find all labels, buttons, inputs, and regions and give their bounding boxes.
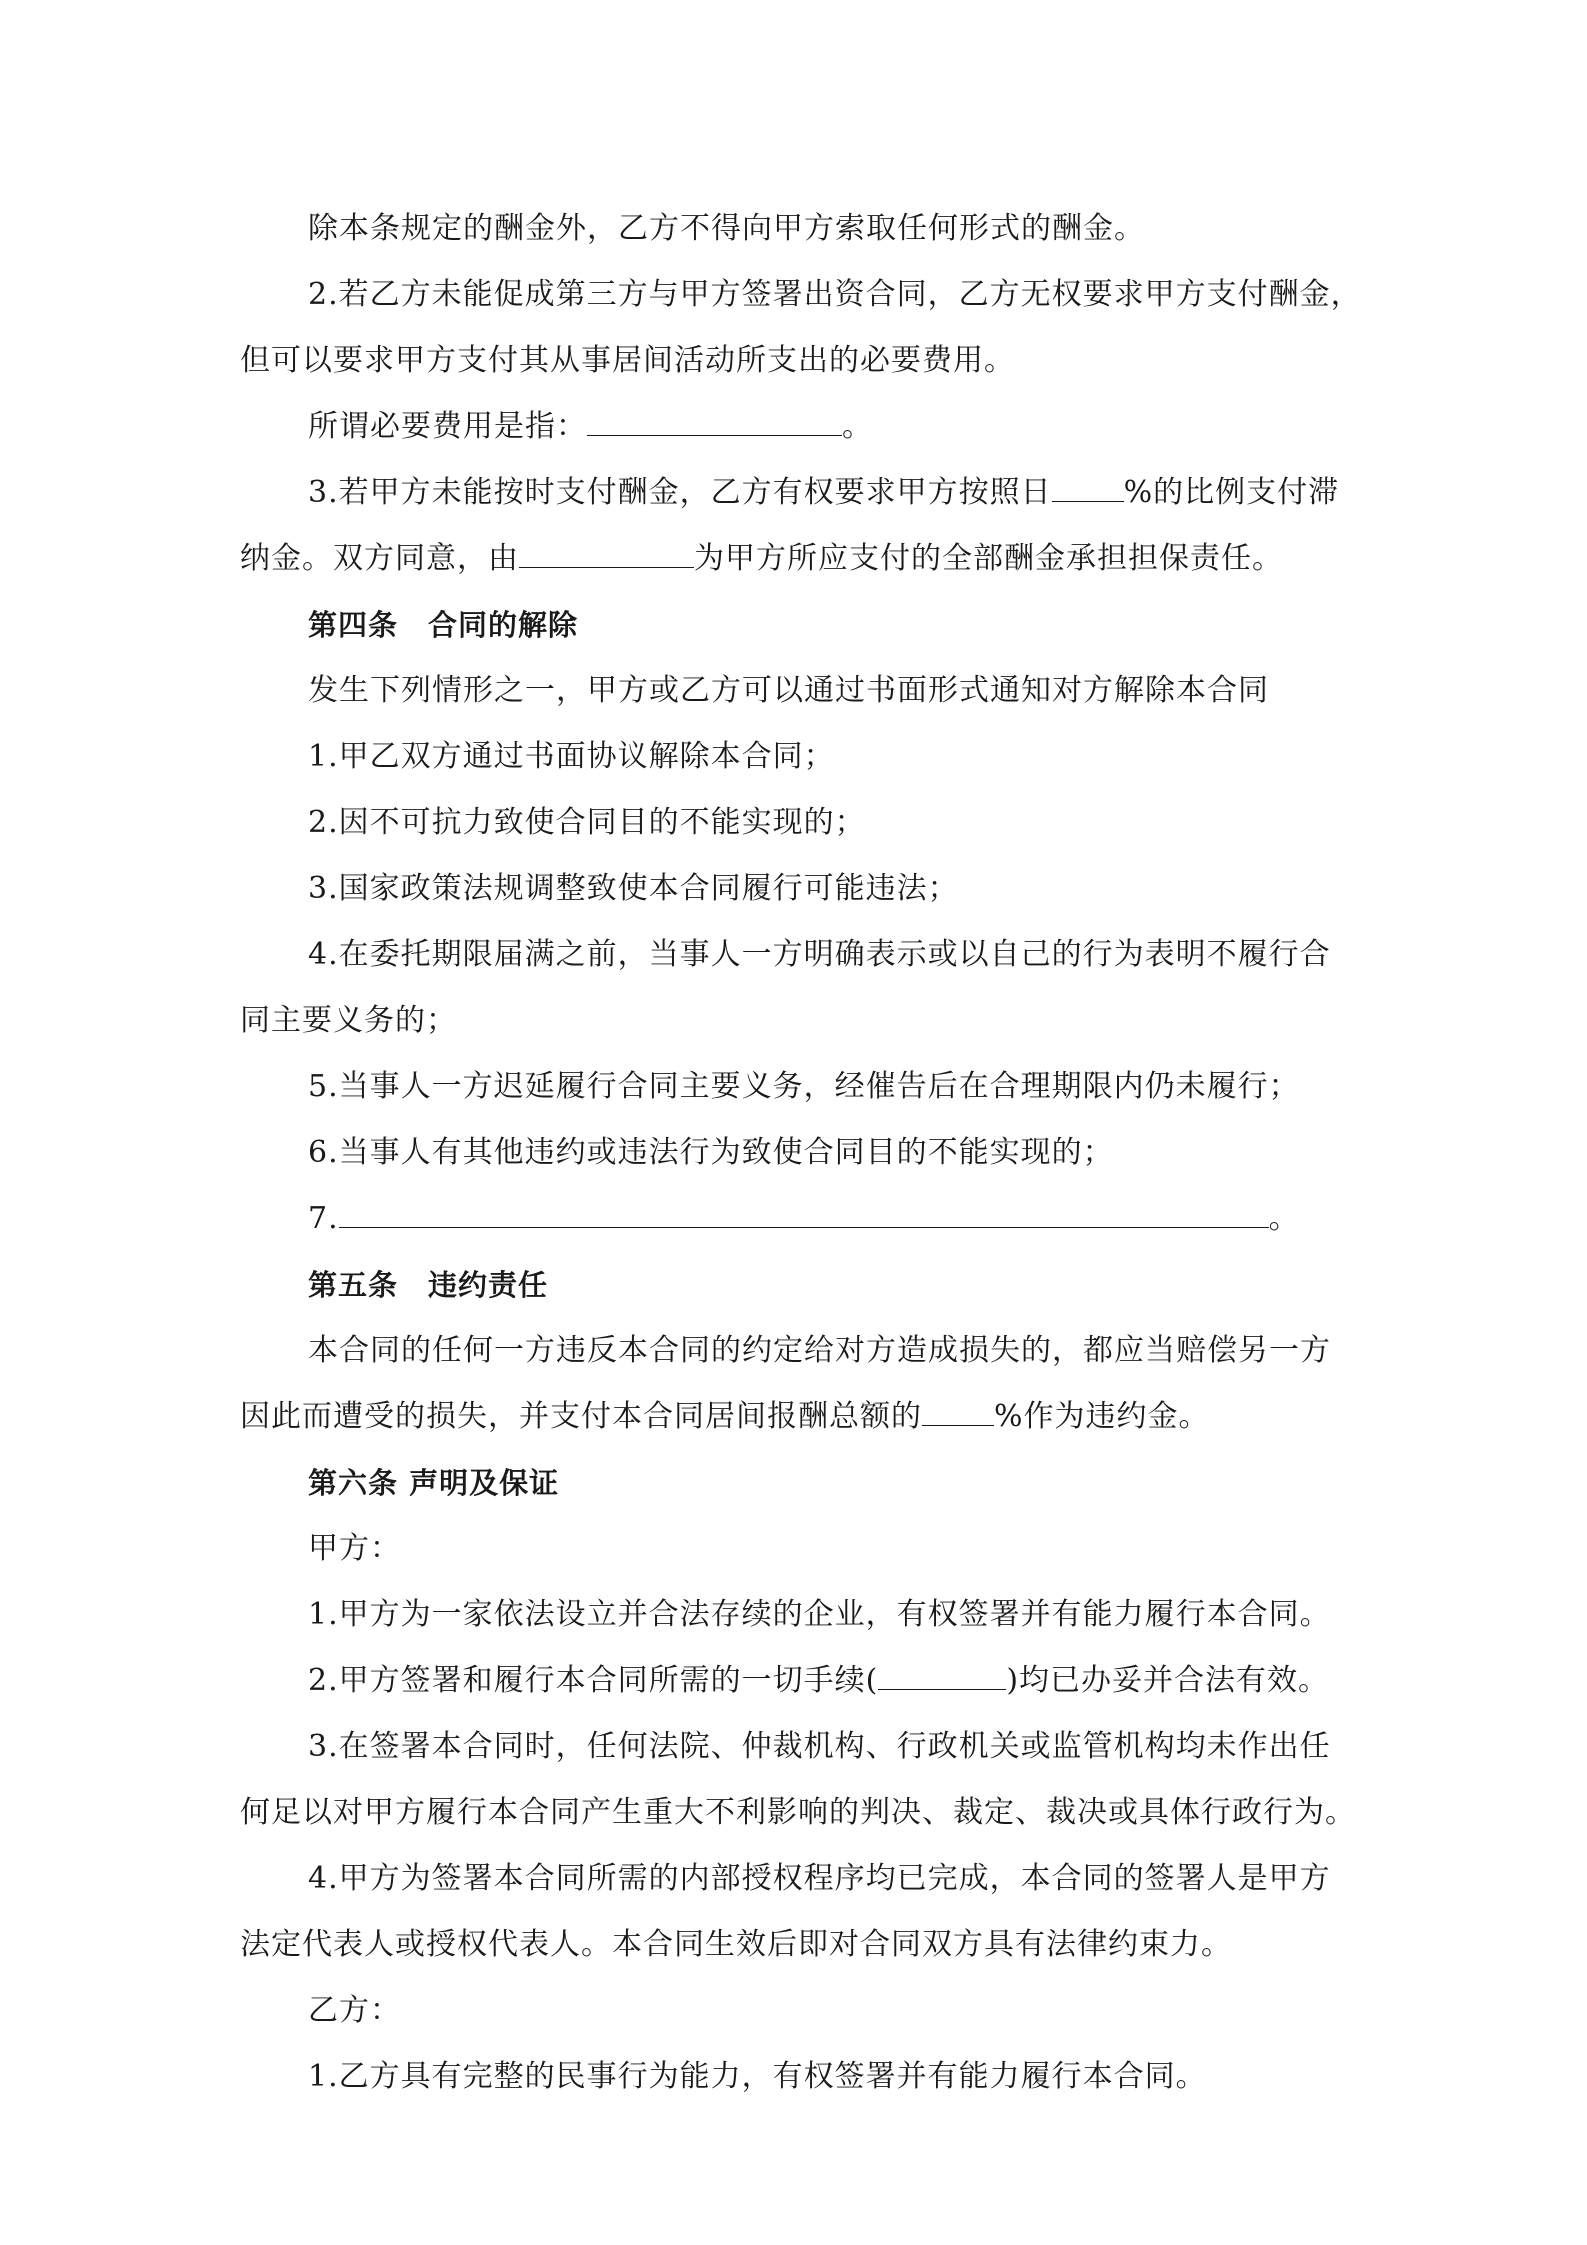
item-7-number: 7. <box>308 1201 339 1236</box>
article-4-intro: 发生下列情形之一，甲方或乙方可以通过书面形式通知对方解除本合同 <box>308 673 1269 708</box>
article-5-line2 <box>240 1384 1360 1450</box>
article-4-item-4-line1: 4.在委托期限届满之前，当事人一方明确表示或以自己的行为表明不履行合 <box>308 937 1331 972</box>
guarantee-text-end: 为甲方所应支付的全部酬金承担担保责任。 <box>694 541 1283 576</box>
contract-page <box>240 196 1360 2110</box>
guarantor-blank <box>519 543 694 568</box>
procedures-text-end: )均已办妥并合法有效。 <box>1006 1663 1330 1698</box>
guarantee-text: 纳金。双方同意，由 <box>240 541 519 576</box>
article-5-heading: 第五条 违约责任 <box>308 1268 549 1302</box>
article-4-heading: 第四条 合同的解除 <box>308 608 579 642</box>
item-7-blank <box>339 1203 1269 1228</box>
paragraph-remuneration-limit: 除本条规定的酬金外，乙方不得向甲方索取任何形式的酬金。 <box>308 211 1145 246</box>
party-b-label: 乙方： <box>308 1993 401 2028</box>
late-fee-rate-blank <box>1052 477 1124 502</box>
article-4-item-6: 6.当事人有其他违约或违法行为致使合同目的不能实现的； <box>308 1135 1114 1170</box>
article-4-item-5: 5.当事人一方迟延履行合同主要义务，经催告后在合理期限内仍未履行； <box>308 1069 1300 1104</box>
paragraph-clause-3-line1 <box>240 460 1360 526</box>
paragraph-clause-2-line1: 2.若乙方未能促成第三方与甲方签署出资合同，乙方无权要求甲方支付酬金， <box>308 277 1362 312</box>
necessary-expenses-end: 。 <box>842 409 873 444</box>
article-4-item-2: 2.因不可抗力致使合同目的不能实现的； <box>308 805 866 840</box>
penalty-text: 因此而遭受的损失，并支付本合同居间报酬总额的 <box>240 1399 922 1434</box>
necessary-expenses-label: 所谓必要费用是指： <box>308 409 587 444</box>
procedures-blank <box>878 1665 1006 1690</box>
paragraph-clause-2-line2: 但可以要求甲方支付其从事居间活动所支出的必要费用。 <box>240 343 1015 378</box>
party-a-item-4-line2: 法定代表人或授权代表人。本合同生效后即对合同双方具有法律约束力。 <box>240 1927 1232 1962</box>
procedures-text: 2.甲方签署和履行本合同所需的一切手续( <box>308 1663 879 1698</box>
penalty-rate-blank <box>922 1401 994 1426</box>
paragraph-clause-3-line2 <box>240 526 1360 592</box>
party-a-item-2 <box>240 1648 1360 1714</box>
late-fee-text: 3.若甲方未能按时支付酬金，乙方有权要求甲方按照日 <box>308 475 1052 510</box>
late-fee-text-end: %的比例支付滞 <box>1123 475 1340 510</box>
article-4-item-4-line2: 同主要义务的； <box>240 1003 457 1038</box>
article-4-item-7 <box>240 1186 1360 1252</box>
party-a-item-4-line1: 4.甲方为签署本合同所需的内部授权程序均已完成，本合同的签署人是甲方 <box>308 1861 1331 1896</box>
party-a-label: 甲方： <box>308 1531 401 1566</box>
party-a-item-3-line1: 3.在签署本合同时，任何法院、仲裁机构、行政机关或监管机构均未作出任 <box>308 1729 1331 1764</box>
article-5-line1: 本合同的任何一方违反本合同的约定给对方造成损失的，都应当赔偿另一方 <box>308 1333 1331 1368</box>
article-4-item-3: 3.国家政策法规调整致使本合同履行可能违法； <box>308 871 959 906</box>
party-a-item-1: 1.甲方为一家依法设立并合法存续的企业，有权签署并有能力履行本合同。 <box>308 1597 1331 1632</box>
paragraph-necessary-expenses <box>240 394 1360 460</box>
necessary-expenses-blank <box>587 411 842 436</box>
item-7-end: 。 <box>1268 1201 1300 1236</box>
penalty-text-end: %作为违约金。 <box>994 1399 1210 1434</box>
party-b-item-1: 1.乙方具有完整的民事行为能力，有权签署并有能力履行本合同。 <box>308 2059 1207 2094</box>
party-a-item-3-line2: 何足以对甲方履行本合同产生重大不利影响的判决、裁定、裁决或具体行政行为。 <box>240 1795 1356 1830</box>
article-6-heading: 第六条 声明及保证 <box>308 1466 560 1500</box>
article-4-item-1: 1.甲乙双方通过书面协议解除本合同； <box>308 739 835 774</box>
